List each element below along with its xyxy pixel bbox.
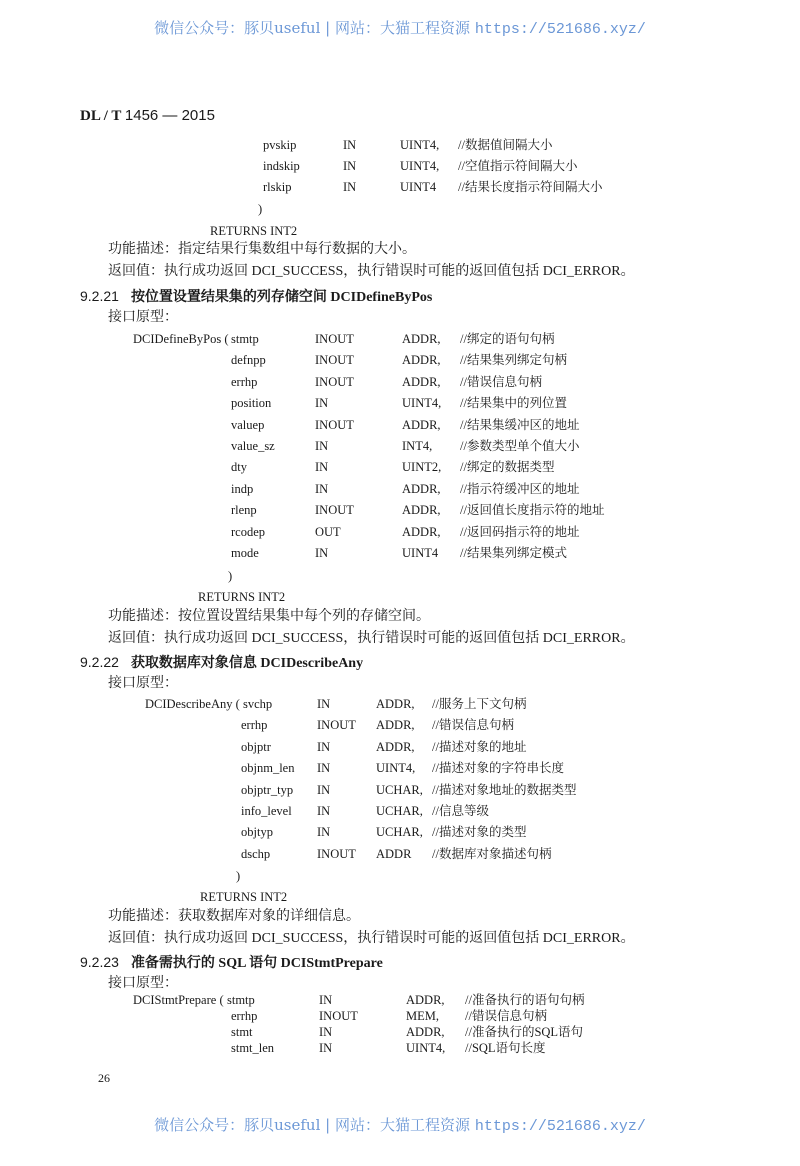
param-direction: IN [319,993,333,1007]
param-direction: IN [315,546,329,560]
param-comment: //参数类型单个值大小 [460,439,580,453]
param-comment: //数据库对象描述句柄 [432,846,552,861]
param-name: objptr [241,739,271,754]
param-name: dty [231,460,247,475]
param-comment: //绑定的语句句柄 [460,332,555,346]
param-direction: OUT [315,524,341,539]
param-type: MEM, [406,1009,439,1023]
page-number: 26 [98,1071,110,1085]
param-type: UINT4, [400,138,440,152]
param-comment: //返回值长度指示符的地址 [460,503,605,518]
param-type: UCHAR, [376,804,423,818]
section-number: 9.2.23 [80,954,119,970]
standard-code: DL / T [80,108,122,124]
param-type: ADDR, [376,718,415,733]
param-name: indskip [263,159,300,173]
section-title: 获取数据库对象信息 DCIDescribeAny [130,656,364,671]
param-name: value_sz [231,439,275,453]
return-value: 返回值：执行成功返回 DCI_SUCCESS，执行错误时可能的返回值包括 DCI_ERROR。 [108,264,635,279]
param-direction: IN [317,761,331,776]
param-name: indp [231,481,254,496]
param-name: mode [231,546,259,560]
param-comment: //结果集缓冲区的地址 [460,417,580,432]
param-type: ADDR, [402,374,441,389]
function-name: DCIStmtPrepare ( [133,993,224,1007]
param-comment: //描述对象的地址 [432,739,527,754]
param-direction: IN [319,1025,333,1039]
param-type: ADDR [376,846,412,861]
param-name: rlskip [263,180,292,194]
prototype-label: 接口原型： [108,310,178,325]
section-heading [80,289,432,305]
param-name: rlenp [231,503,257,518]
param-comment: //描述对象的字符串长度 [432,761,564,776]
param-type: ADDR, [402,524,441,539]
param-comment: //描述对象的类型 [432,825,527,840]
standard-number: 1456 — 2015 [124,107,215,124]
watermark-separator: | [325,1116,331,1134]
return-value: 返回值：执行成功返回 DCI_SUCCESS，执行错误时可能的返回值包括 DCI_ERROR。 [108,631,635,646]
close-paren: ) [228,569,233,583]
param-name: stmt_len [231,1041,275,1055]
param-name: rcodep [231,524,266,539]
param-direction: IN [315,460,329,475]
param-name: pvskip [263,138,297,152]
param-comment: //服务上下文句柄 [432,697,527,711]
param-comment: //结果集列绑定句柄 [460,353,567,368]
param-direction: IN [315,439,329,453]
section-heading [80,655,363,671]
param-type: ADDR, [402,503,441,518]
param-name: stmtp [231,332,259,346]
function-description: 功能描述：按位置设置结果集中每个列的存储空间。 [108,609,430,624]
watermark-url: https://521686.xyz/ [474,21,646,38]
watermark-prefix: 微信公众号：豚贝useful [154,19,321,37]
param-comment: //结果集中的列位置 [460,396,567,411]
param-name: dschp [241,846,271,861]
param-type: UINT4, [376,761,416,776]
param-direction: IN [317,804,331,818]
param-type: UINT4 [400,180,437,194]
param-name: position [231,396,272,411]
param-direction: INOUT [315,417,354,432]
param-direction: IN [317,825,331,840]
param-name: errhp [231,1009,258,1023]
param-name: errhp [241,718,268,733]
param-direction: IN [315,396,329,411]
param-name: errhp [231,374,258,389]
param-type: ADDR, [406,1025,445,1039]
return-value: 返回值：执行成功返回 DCI_SUCCESS，执行错误时可能的返回值包括 DCI_ERROR。 [108,931,635,946]
param-direction: INOUT [315,332,354,346]
returns-type: RETURNS INT2 [210,224,298,238]
prototype-label: 接口原型： [108,676,178,691]
param-comment: //信息等级 [432,804,489,818]
param-type: UINT4, [402,396,442,411]
bottom-watermark [0,1118,800,1134]
function-description: 功能描述：指定结果行集数组中每行数据的大小。 [108,242,416,257]
param-comment: //描述对象地址的数据类型 [432,782,577,797]
param-name: info_level [241,804,292,818]
section-number: 9.2.22 [80,654,119,670]
param-type: UINT4, [400,159,440,173]
param-type: ADDR, [376,739,415,754]
param-direction: IN [343,180,357,194]
returns-type: RETURNS INT2 [198,590,286,604]
param-type: ADDR, [402,417,441,432]
watermark-separator: | [325,19,331,37]
param-type: UCHAR, [376,825,423,840]
watermark-site-label: 网站：大猫工程资源 [335,1116,471,1134]
param-direction: IN [317,697,331,711]
param-name: objtyp [241,825,273,840]
close-paren: ) [236,869,241,883]
param-name: stmtp [227,993,255,1007]
param-type: ADDR, [406,993,445,1007]
param-name: objptr_typ [241,782,294,797]
param-direction: IN [343,159,357,173]
function-name: DCIDefineByPos ( [133,332,229,346]
watermark-prefix: 微信公众号：豚贝useful [154,1116,321,1134]
section-title: 准备需执行的 SQL 语句 DCIStmtPrepare [130,956,383,971]
prototype-label: 接口原型： [108,976,178,991]
param-direction: INOUT [315,503,354,518]
function-description: 功能描述：获取数据库对象的详细信息。 [108,909,360,924]
param-direction: IN [317,739,331,754]
param-direction: INOUT [317,846,356,861]
param-comment: //指示符缓冲区的地址 [460,481,580,496]
param-name: stmt [231,1025,253,1039]
returns-type: RETURNS INT2 [200,890,288,904]
param-direction: IN [317,782,331,797]
param-type: INT4, [402,439,433,453]
param-direction: IN [319,1041,333,1055]
param-comment: //准备执行的SQL语句 [465,1025,584,1039]
param-direction: INOUT [319,1009,358,1023]
param-comment: //错误信息句柄 [460,374,542,389]
param-direction: IN [343,138,357,152]
param-type: ADDR, [402,481,441,496]
section-heading [80,955,383,971]
section-number: 9.2.21 [80,288,119,304]
param-comment: //返回码指示符的地址 [460,524,580,539]
param-type: UINT4 [402,546,439,560]
top-watermark [0,21,800,37]
param-comment: //空值指示符间隔大小 [458,159,578,173]
param-comment: //SQL语句长度 [465,1041,546,1055]
param-comment: //结果集列绑定模式 [460,546,567,560]
param-type: ADDR, [402,353,441,368]
param-direction: INOUT [315,374,354,389]
param-direction: INOUT [317,718,356,733]
param-type: UINT4, [406,1041,446,1055]
function-name: DCIDescribeAny ( [145,697,240,711]
param-name: objnm_len [241,761,295,776]
param-type: UCHAR, [376,782,423,797]
param-name: svchp [243,697,273,711]
param-comment: //准备执行的语句句柄 [465,993,585,1007]
param-type: UINT2, [402,460,442,475]
param-comment: //错误信息句柄 [465,1009,547,1023]
close-paren: ) [258,202,263,216]
param-comment: //数据值间隔大小 [458,138,553,152]
standard-header [80,108,215,124]
param-name: defnpp [231,353,266,368]
param-comment: //结果长度指示符间隔大小 [458,180,603,194]
param-type: ADDR, [402,332,441,346]
param-direction: IN [315,481,329,496]
param-name: valuep [231,417,265,432]
section-title: 按位置设置结果集的列存储空间 DCIDefineByPos [130,290,433,305]
watermark-url: https://521686.xyz/ [474,1118,646,1135]
param-comment: //错误信息句柄 [432,718,514,733]
param-comment: //绑定的数据类型 [460,460,555,475]
watermark-site-label: 网站：大猫工程资源 [335,19,471,37]
param-type: ADDR, [376,697,415,711]
param-direction: INOUT [315,353,354,368]
